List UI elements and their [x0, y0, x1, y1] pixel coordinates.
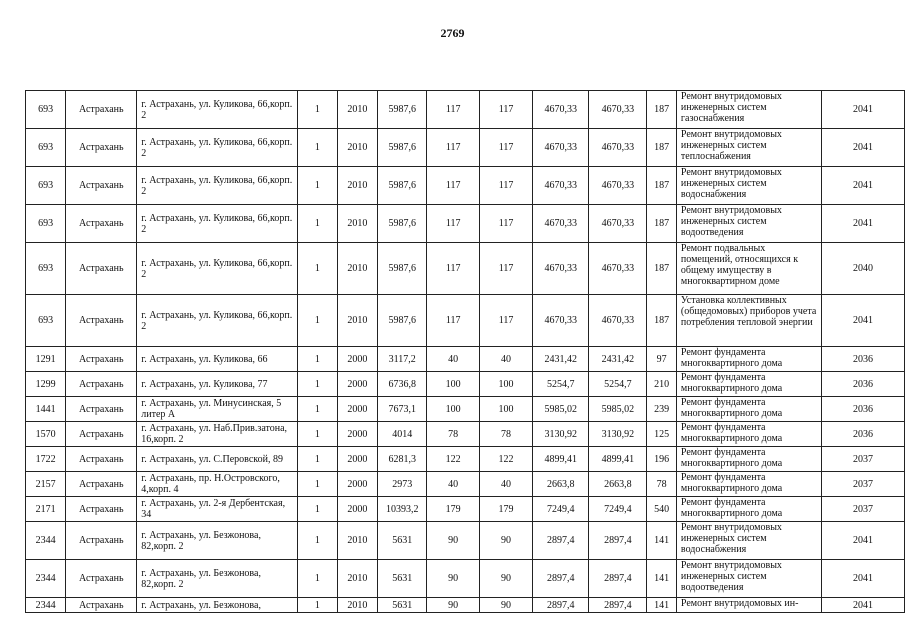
sum-cell: 4670,33 — [589, 205, 647, 243]
work-type-cell: Ремонт внутридомовых инженерных систем водоотведения — [676, 560, 821, 598]
area-cell: 5987,6 — [377, 295, 426, 347]
deadline-cell: 2040 — [821, 243, 904, 295]
table-row — [26, 205, 905, 243]
deadline-cell: 2037 — [821, 497, 904, 522]
page-number: 2769 — [440, 26, 465, 40]
table-row — [26, 243, 905, 295]
value-cell: 187 — [647, 129, 677, 167]
id-cell: 693 — [26, 205, 66, 243]
sum-cell: 3130,92 — [533, 422, 589, 447]
value-cell: 117 — [427, 167, 479, 205]
year-cell: 2000 — [337, 347, 377, 372]
table-row — [26, 347, 905, 372]
city-cell: Астрахань — [66, 447, 137, 472]
table-row — [26, 497, 905, 522]
sum-cell: 2897,4 — [533, 560, 589, 598]
area-cell: 5987,6 — [377, 129, 426, 167]
value-cell: 117 — [479, 205, 532, 243]
year-cell: 2000 — [337, 372, 377, 397]
city-cell: Астрахань — [66, 522, 137, 560]
year-cell: 2000 — [337, 447, 377, 472]
value-cell: 141 — [647, 560, 677, 598]
count-cell: 1 — [298, 522, 338, 560]
value-cell: 90 — [479, 560, 532, 598]
city-cell: Астрахань — [66, 347, 137, 372]
address-cell: г. Астрахань, ул. Куликова, 66,корп. 2 — [137, 167, 298, 205]
value-cell: 117 — [479, 167, 532, 205]
sum-cell: 4899,41 — [589, 447, 647, 472]
sum-cell: 2897,4 — [589, 522, 647, 560]
sum-cell: 2663,8 — [589, 472, 647, 497]
year-cell: 2000 — [337, 497, 377, 522]
area-cell: 5987,6 — [377, 205, 426, 243]
address-cell: г. Астрахань, ул. Куликова, 66,корп. 2 — [137, 205, 298, 243]
count-cell: 1 — [298, 497, 338, 522]
address-cell: г. Астрахань, ул. Безжонова, 82,корп. 2 — [137, 560, 298, 598]
value-cell: 196 — [647, 447, 677, 472]
table-row — [26, 91, 905, 129]
value-cell: 141 — [647, 522, 677, 560]
area-cell: 6281,3 — [377, 447, 426, 472]
table-row — [26, 447, 905, 472]
area-cell: 5987,6 — [377, 91, 426, 129]
value-cell: 187 — [647, 243, 677, 295]
work-type-cell: Ремонт фундамента многоквартирного дома — [676, 397, 821, 422]
table-row — [26, 129, 905, 167]
table-row — [26, 167, 905, 205]
address-cell: г. Астрахань, ул. Куликова, 66,корп. 2 — [137, 91, 298, 129]
table-row — [26, 598, 905, 613]
value-cell: 187 — [647, 205, 677, 243]
value-cell: 210 — [647, 372, 677, 397]
city-cell: Астрахань — [66, 472, 137, 497]
sum-cell: 2897,4 — [589, 560, 647, 598]
value-cell: 117 — [427, 295, 479, 347]
count-cell: 1 — [298, 243, 338, 295]
address-cell: г. Астрахань, ул. Безжонова, — [137, 598, 298, 613]
sum-cell: 2897,4 — [533, 522, 589, 560]
city-cell: Астрахань — [66, 243, 137, 295]
address-cell: г. Астрахань, ул. Куликова, 66,корп. 2 — [137, 243, 298, 295]
sum-cell: 4670,33 — [533, 167, 589, 205]
sum-cell: 5254,7 — [533, 372, 589, 397]
value-cell: 540 — [647, 497, 677, 522]
sum-cell: 2897,4 — [533, 598, 589, 613]
id-cell: 2344 — [26, 598, 66, 613]
year-cell: 2010 — [337, 91, 377, 129]
address-cell: г. Астрахань, ул. С.Перовской, 89 — [137, 447, 298, 472]
id-cell: 693 — [26, 91, 66, 129]
area-cell: 5631 — [377, 598, 426, 613]
repair-schedule-table — [25, 90, 905, 613]
area-cell: 5987,6 — [377, 243, 426, 295]
value-cell: 117 — [427, 205, 479, 243]
value-cell: 117 — [479, 295, 532, 347]
value-cell: 239 — [647, 397, 677, 422]
id-cell: 693 — [26, 295, 66, 347]
deadline-cell: 2041 — [821, 205, 904, 243]
value-cell: 90 — [427, 522, 479, 560]
address-cell: г. Астрахань, ул. Наб.Прив.затона, 16,корп. 2 — [137, 422, 298, 447]
value-cell: 125 — [647, 422, 677, 447]
value-cell: 40 — [479, 347, 532, 372]
value-cell: 179 — [479, 497, 532, 522]
city-cell: Астрахань — [66, 91, 137, 129]
value-cell: 117 — [479, 91, 532, 129]
count-cell: 1 — [298, 347, 338, 372]
value-cell: 100 — [427, 372, 479, 397]
work-type-cell: Ремонт фундамента многоквартирного дома — [676, 422, 821, 447]
year-cell: 2000 — [337, 422, 377, 447]
sum-cell: 4670,33 — [589, 129, 647, 167]
count-cell: 1 — [298, 422, 338, 447]
area-cell: 3117,2 — [377, 347, 426, 372]
value-cell: 179 — [427, 497, 479, 522]
value-cell: 97 — [647, 347, 677, 372]
value-cell: 40 — [427, 347, 479, 372]
sum-cell: 7249,4 — [533, 497, 589, 522]
year-cell: 2000 — [337, 397, 377, 422]
work-type-cell: Ремонт подвальных помещений, относящихся к общему имуществу в многоквартирном доме — [676, 243, 821, 295]
id-cell: 2344 — [26, 522, 66, 560]
city-cell: Астрахань — [66, 205, 137, 243]
id-cell: 1291 — [26, 347, 66, 372]
value-cell: 187 — [647, 167, 677, 205]
deadline-cell: 2041 — [821, 295, 904, 347]
city-cell: Астрахань — [66, 129, 137, 167]
count-cell: 1 — [298, 129, 338, 167]
id-cell: 693 — [26, 167, 66, 205]
address-cell: г. Астрахань, ул. Куликова, 66,корп. 2 — [137, 129, 298, 167]
value-cell: 78 — [427, 422, 479, 447]
count-cell: 1 — [298, 447, 338, 472]
area-cell: 2973 — [377, 472, 426, 497]
deadline-cell: 2036 — [821, 397, 904, 422]
count-cell: 1 — [298, 372, 338, 397]
city-cell: Астрахань — [66, 560, 137, 598]
sum-cell: 5254,7 — [589, 372, 647, 397]
year-cell: 2010 — [337, 243, 377, 295]
value-cell: 78 — [479, 422, 532, 447]
table-row — [26, 295, 905, 347]
value-cell: 100 — [479, 372, 532, 397]
work-type-cell: Ремонт фундамента многоквартирного дома — [676, 497, 821, 522]
work-type-cell: Ремонт внутридомовых инженерных систем газоснабжения — [676, 91, 821, 129]
city-cell: Астрахань — [66, 598, 137, 613]
value-cell: 117 — [479, 129, 532, 167]
value-cell: 90 — [479, 598, 532, 613]
count-cell: 1 — [298, 472, 338, 497]
year-cell: 2010 — [337, 167, 377, 205]
deadline-cell: 2036 — [821, 422, 904, 447]
address-cell: г. Астрахань, ул. 2-я Дербентская, 34 — [137, 497, 298, 522]
id-cell: 1570 — [26, 422, 66, 447]
value-cell: 40 — [479, 472, 532, 497]
city-cell: Астрахань — [66, 422, 137, 447]
area-cell: 5631 — [377, 560, 426, 598]
value-cell: 100 — [479, 397, 532, 422]
year-cell: 2010 — [337, 205, 377, 243]
area-cell: 5631 — [377, 522, 426, 560]
sum-cell: 4670,33 — [589, 91, 647, 129]
year-cell: 2000 — [337, 472, 377, 497]
id-cell: 693 — [26, 129, 66, 167]
value-cell: 187 — [647, 295, 677, 347]
id-cell: 2157 — [26, 472, 66, 497]
table-row — [26, 522, 905, 560]
value-cell: 122 — [479, 447, 532, 472]
sum-cell: 2431,42 — [533, 347, 589, 372]
area-cell: 10393,2 — [377, 497, 426, 522]
sum-cell: 4670,33 — [533, 295, 589, 347]
sum-cell: 4899,41 — [533, 447, 589, 472]
sum-cell: 4670,33 — [589, 167, 647, 205]
year-cell: 2010 — [337, 295, 377, 347]
address-cell: г. Астрахань, ул. Куликова, 66 — [137, 347, 298, 372]
area-cell: 5987,6 — [377, 167, 426, 205]
work-type-cell: Ремонт фундамента многоквартирного дома — [676, 347, 821, 372]
sum-cell: 7249,4 — [589, 497, 647, 522]
table-row — [26, 397, 905, 422]
count-cell: 1 — [298, 598, 338, 613]
value-cell: 90 — [427, 598, 479, 613]
value-cell: 141 — [647, 598, 677, 613]
value-cell: 117 — [427, 129, 479, 167]
city-cell: Астрахань — [66, 295, 137, 347]
sum-cell: 4670,33 — [589, 243, 647, 295]
city-cell: Астрахань — [66, 372, 137, 397]
work-type-cell: Ремонт внутридомовых инженерных систем теплоснабжения — [676, 129, 821, 167]
value-cell: 100 — [427, 397, 479, 422]
table-row — [26, 472, 905, 497]
work-type-cell: Ремонт внутридомовых инженерных систем водоснабжения — [676, 167, 821, 205]
sum-cell: 4670,33 — [533, 91, 589, 129]
sum-cell: 4670,33 — [533, 243, 589, 295]
deadline-cell: 2036 — [821, 372, 904, 397]
id-cell: 1299 — [26, 372, 66, 397]
sum-cell: 2663,8 — [533, 472, 589, 497]
count-cell: 1 — [298, 91, 338, 129]
address-cell: г. Астрахань, ул. Минусинская, 5 литер А — [137, 397, 298, 422]
sum-cell: 2431,42 — [589, 347, 647, 372]
table-row — [26, 372, 905, 397]
city-cell: Астрахань — [66, 167, 137, 205]
work-type-cell: Ремонт внутридомовых инженерных систем водоснабжения — [676, 522, 821, 560]
address-cell: г. Астрахань, ул. Куликова, 66,корп. 2 — [137, 295, 298, 347]
work-type-cell: Ремонт фундамента многоквартирного дома — [676, 447, 821, 472]
table-body — [26, 91, 905, 613]
year-cell: 2010 — [337, 522, 377, 560]
value-cell: 40 — [427, 472, 479, 497]
id-cell: 2344 — [26, 560, 66, 598]
value-cell: 117 — [427, 243, 479, 295]
sum-cell: 4670,33 — [533, 129, 589, 167]
work-type-cell: Ремонт внутридомовых инженерных систем водоотведения — [676, 205, 821, 243]
count-cell: 1 — [298, 560, 338, 598]
deadline-cell: 2041 — [821, 167, 904, 205]
work-type-cell: Ремонт внутридомовых ин- — [676, 598, 821, 613]
deadline-cell: 2041 — [821, 522, 904, 560]
sum-cell: 4670,33 — [533, 205, 589, 243]
work-type-cell: Ремонт фундамента многоквартирного дома — [676, 372, 821, 397]
year-cell: 2010 — [337, 129, 377, 167]
sum-cell: 4670,33 — [589, 295, 647, 347]
area-cell: 6736,8 — [377, 372, 426, 397]
count-cell: 1 — [298, 205, 338, 243]
deadline-cell: 2041 — [821, 560, 904, 598]
deadline-cell: 2041 — [821, 91, 904, 129]
city-cell: Астрахань — [66, 397, 137, 422]
sum-cell: 3130,92 — [589, 422, 647, 447]
table-row — [26, 560, 905, 598]
deadline-cell: 2037 — [821, 472, 904, 497]
sum-cell: 2897,4 — [589, 598, 647, 613]
deadline-cell: 2036 — [821, 347, 904, 372]
work-type-cell: Ремонт фундамента многоквартирного дома — [676, 472, 821, 497]
table-row — [26, 422, 905, 447]
value-cell: 90 — [479, 522, 532, 560]
value-cell: 117 — [427, 91, 479, 129]
deadline-cell: 2041 — [821, 129, 904, 167]
address-cell: г. Астрахань, ул. Куликова, 77 — [137, 372, 298, 397]
city-cell: Астрахань — [66, 497, 137, 522]
sum-cell: 5985,02 — [533, 397, 589, 422]
address-cell: г. Астрахань, пр. Н.Островского, 4,корп. 4 — [137, 472, 298, 497]
id-cell: 1722 — [26, 447, 66, 472]
deadline-cell: 2041 — [821, 598, 904, 613]
count-cell: 1 — [298, 167, 338, 205]
count-cell: 1 — [298, 295, 338, 347]
deadline-cell: 2037 — [821, 447, 904, 472]
value-cell: 78 — [647, 472, 677, 497]
area-cell: 7673,1 — [377, 397, 426, 422]
address-cell: г. Астрахань, ул. Безжонова, 82,корп. 2 — [137, 522, 298, 560]
id-cell: 1441 — [26, 397, 66, 422]
work-type-cell: Установка коллективных (общедомовых) приборов учета потребления тепловой энергии — [676, 295, 821, 347]
value-cell: 187 — [647, 91, 677, 129]
value-cell: 122 — [427, 447, 479, 472]
id-cell: 693 — [26, 243, 66, 295]
sum-cell: 5985,02 — [589, 397, 647, 422]
year-cell: 2010 — [337, 598, 377, 613]
count-cell: 1 — [298, 397, 338, 422]
value-cell: 90 — [427, 560, 479, 598]
value-cell: 117 — [479, 243, 532, 295]
id-cell: 2171 — [26, 497, 66, 522]
year-cell: 2010 — [337, 560, 377, 598]
area-cell: 4014 — [377, 422, 426, 447]
